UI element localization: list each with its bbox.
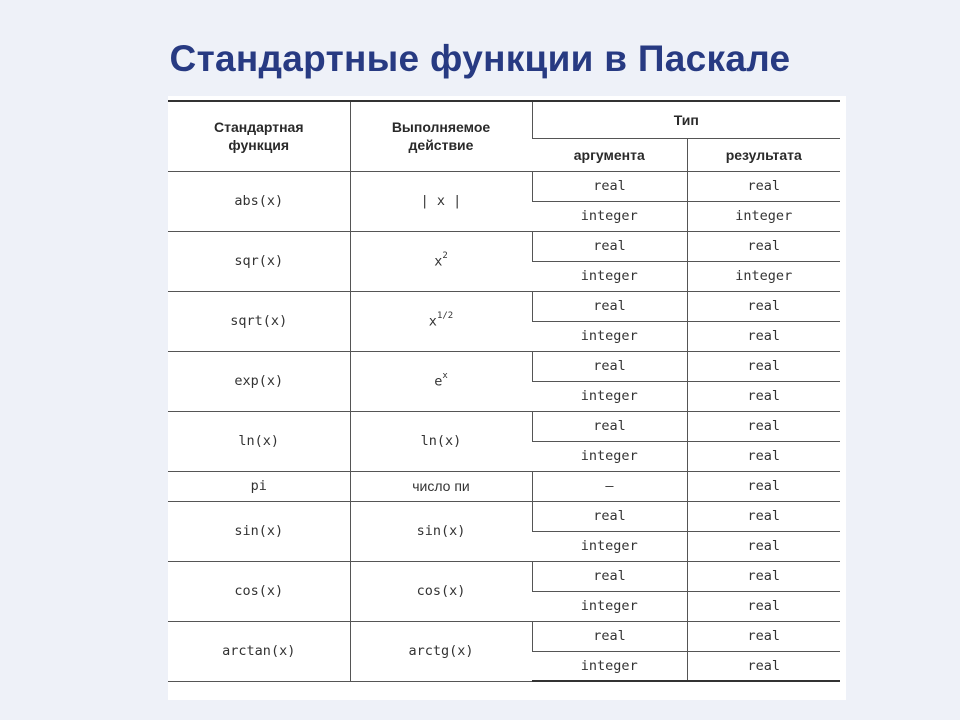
function-name: cos(x) — [168, 561, 350, 621]
result-type: real — [687, 531, 840, 561]
table-body — [168, 171, 840, 681]
argument-type: real — [532, 351, 687, 381]
table-row — [168, 231, 840, 261]
table-row — [168, 351, 840, 381]
function-action — [350, 501, 532, 561]
action-base: | x | — [420, 193, 462, 209]
function-action — [350, 351, 532, 411]
argument-type: integer — [532, 591, 687, 621]
result-type: real — [687, 621, 840, 651]
argument-type: integer — [532, 261, 687, 291]
result-type: real — [687, 291, 840, 321]
table-row — [168, 171, 840, 201]
result-type: real — [687, 471, 840, 501]
argument-type: real — [532, 291, 687, 321]
result-type: real — [687, 441, 840, 471]
function-action — [350, 561, 532, 621]
result-type: real — [687, 231, 840, 261]
table-row — [168, 291, 840, 321]
result-type: real — [687, 411, 840, 441]
argument-type: integer — [532, 531, 687, 561]
action-exponent: 2 — [442, 250, 448, 261]
argument-type: real — [532, 501, 687, 531]
result-type: real — [687, 351, 840, 381]
table-scan — [168, 96, 846, 700]
action-base: x — [434, 253, 443, 270]
table-row — [168, 471, 840, 501]
result-type: real — [687, 501, 840, 531]
function-action — [350, 621, 532, 681]
argument-type: integer — [532, 381, 687, 411]
result-type: integer — [687, 261, 840, 291]
result-type: real — [687, 171, 840, 201]
functions-table — [168, 100, 840, 682]
header-type: Тип — [532, 101, 840, 138]
argument-type: real — [532, 231, 687, 261]
slide-title: Стандартные функции в Паскале — [169, 38, 791, 79]
function-name: sin(x) — [168, 501, 350, 561]
action-base: e — [434, 373, 443, 390]
header-result: результата — [687, 138, 840, 171]
table-row — [168, 561, 840, 591]
result-type: real — [687, 651, 840, 681]
function-action — [350, 411, 532, 471]
argument-type: — — [532, 471, 687, 501]
function-name: sqrt(x) — [168, 291, 350, 351]
argument-type: real — [532, 621, 687, 651]
argument-type: integer — [532, 651, 687, 681]
action-base: arctg(x) — [408, 643, 474, 659]
function-name: exp(x) — [168, 351, 350, 411]
function-action — [350, 231, 532, 291]
header-action: Выполняемое действие — [350, 101, 532, 171]
action-base: число пи — [412, 478, 470, 494]
action-base: sin(x) — [416, 523, 466, 539]
action-base: ln(x) — [420, 433, 462, 449]
function-name: pi — [168, 471, 350, 501]
action-exponent: x — [442, 370, 448, 381]
argument-type: integer — [532, 321, 687, 351]
function-name: ln(x) — [168, 411, 350, 471]
result-type: real — [687, 561, 840, 591]
action-base: x — [428, 313, 437, 330]
table-row — [168, 621, 840, 651]
table-row — [168, 411, 840, 441]
action-exponent: 1/2 — [436, 310, 454, 321]
argument-type: integer — [532, 201, 687, 231]
function-action — [350, 171, 532, 231]
argument-type: real — [532, 411, 687, 441]
function-action — [350, 471, 532, 501]
argument-type: real — [532, 171, 687, 201]
result-type: integer — [687, 201, 840, 231]
argument-type: real — [532, 561, 687, 591]
function-name: sqr(x) — [168, 231, 350, 291]
header-function: Стандартная функция — [168, 101, 350, 171]
result-type: real — [687, 321, 840, 351]
action-base: cos(x) — [416, 583, 466, 599]
function-action — [350, 291, 532, 351]
argument-type: integer — [532, 441, 687, 471]
function-name: abs(x) — [168, 171, 350, 231]
result-type: real — [687, 591, 840, 621]
function-name: arctan(x) — [168, 621, 350, 681]
header-argument: аргумента — [532, 138, 687, 171]
result-type: real — [687, 381, 840, 411]
table-row — [168, 501, 840, 531]
